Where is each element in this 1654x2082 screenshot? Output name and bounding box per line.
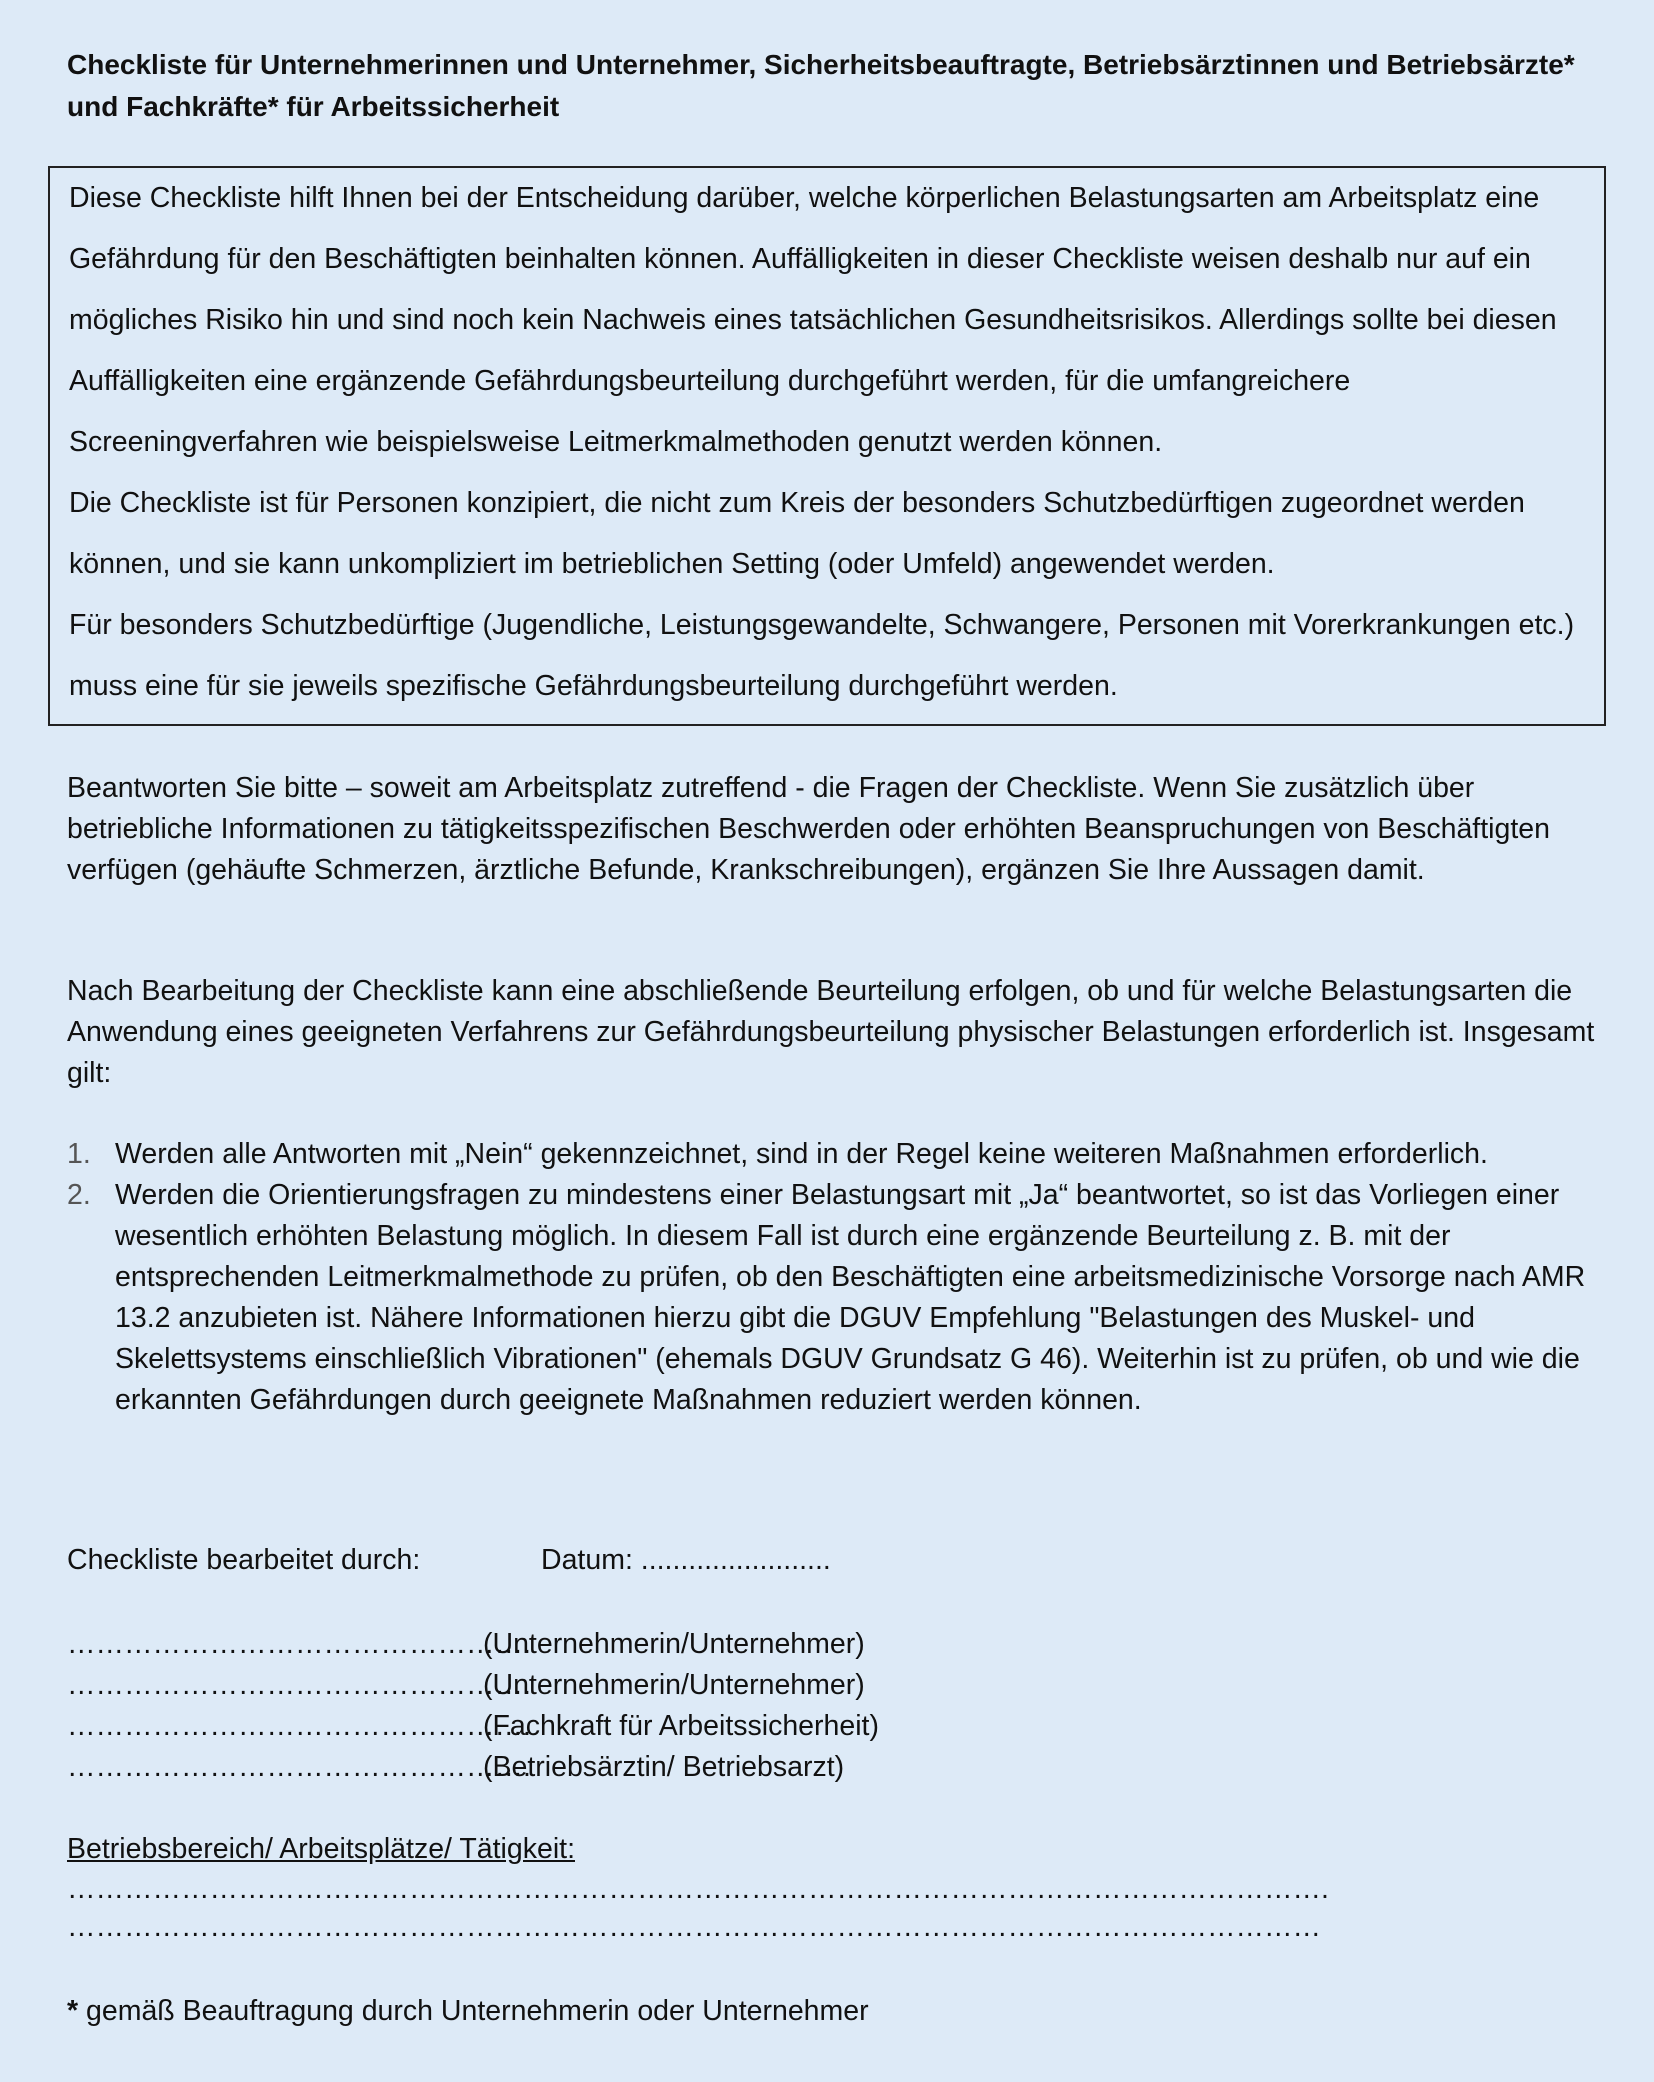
signature-role: (Fachkraft für Arbeitssicherheit) [483, 1710, 879, 1742]
rule-item [67, 1134, 1607, 1175]
work-area-heading: Betriebsbereich/ Arbeitsplätze/ Tätigkeit: [67, 1833, 575, 1865]
footnote [67, 1991, 869, 2032]
rule-number: 2. [67, 1179, 91, 1211]
signature-line[interactable]: …………………………………………. [67, 1669, 531, 1701]
intro-paragraph-vulnerable-groups: Für besonders Schutzbedürftige (Jugendliche, Leistungsgewandelte, Schwangere, Personen mit Vorerkrankungen etc.) muss eine für sie jeweils spezifische Gefährdungsbeurteilung durchgeführt werden. [69, 609, 1575, 702]
signature-line[interactable]: …………………………………………. [67, 1628, 531, 1660]
signature-role: (Unternehmerin/Unternehmer) [483, 1628, 865, 1660]
document-title: Checkliste für Unternehmerinnen und Unternehmer, Sicherheitsbeauftragte, Betriebsärztinnen und Betriebsärzte* und Fachkräfte* für Arbeitssicherheit [67, 49, 1575, 122]
signature-row [67, 1747, 879, 1788]
rule-text: Werden alle Antworten mit „Nein“ gekennzeichnet, sind in der Regel keine weiteren Maßnahmen erforderlich. [115, 1138, 1488, 1170]
signature-line[interactable]: …………………………………………. [67, 1751, 531, 1783]
rules-list [67, 1134, 1607, 1421]
signature-heading: Checkliste bearbeitet durch: [67, 1544, 421, 1576]
paragraph-answer-questions: Beantworten Sie bitte – soweit am Arbeitsplatz zutreffend - die Fragen der Checkliste. Wenn Sie zusätzlich über betriebliche Informationen zu tätigkeitsspezifischen Beschwerden oder erhöhten Beanspruchungen von Beschäftigten verfügen (gehäufte Schmerzen, ärztliche Befunde, Krankschreibungen), ergänzen Sie Ihre Aussagen damit. [67, 772, 1550, 886]
date-field[interactable]: Datum: ........................ [541, 1544, 831, 1576]
rule-number: 1. [67, 1138, 91, 1170]
rule-text: Werden die Orientierungsfragen zu mindestens einer Belastungsart mit „Ja“ beantwortet, so ist das Vorliegen einer wesentlich erhöhten Belastung möglich. In diesem Fall ist durch eine ergänzende Beurteilung z. B. mit der entsprechenden Leitmerkmalmethode zu prüfen, ob den Beschäftigten eine arbeitsmedizinische Vorsorge nach AMR 13.2 anzubieten ist. Nähere Informationen hierzu gibt die DGUV Empfehlung "Belastungen des Muskel- und Skelettsystems einschließlich Vibrationen" (ehemals DGUV Grundsatz G 46). Weiterhin ist zu prüfen, ob und wie die erkannten Gefährdungen durch geeignete Maßnahmen reduziert werden können. [115, 1179, 1586, 1416]
work-area-line[interactable]: …………………………………………………………………………………………………………………… [67, 1911, 1321, 1943]
work-area-lines [67, 1870, 1329, 1946]
paragraph-final-assessment: Nach Bearbeitung der Checkliste kann eine abschließende Beurteilung erfolgen, ob und für welche Belastungsarten die Anwendung eines geeigneten Verfahrens zur Gefährdungsbeurteilung physischer Belastungen erforderlich ist. Insgesamt gilt: [67, 975, 1595, 1089]
intro-box [48, 166, 1606, 726]
signature-role: (Unternehmerin/Unternehmer) [483, 1669, 865, 1701]
work-area-line[interactable]: ……………………………………………………………………………………………………………………. [67, 1873, 1329, 1905]
signature-role: (Betriebsärztin/ Betriebsarzt) [483, 1751, 845, 1783]
signature-line[interactable]: …………………………………………. [67, 1710, 531, 1742]
signature-row [67, 1665, 879, 1706]
signature-row [67, 1706, 879, 1747]
intro-paragraph-target-group: Die Checkliste ist für Personen konzipiert, die nicht zum Kreis der besonders Schutzbedürftigen zugeordnet werden können, und sie kann unkompliziert im betrieblichen Setting (oder Umfeld) angewendet werden. [69, 487, 1525, 580]
footnote-marker: * [67, 1995, 79, 2027]
rule-item [67, 1175, 1607, 1421]
intro-paragraph-purpose: Diese Checkliste hilft Ihnen bei der Entscheidung darüber, welche körperlichen Belastungsarten am Arbeitsplatz eine Gefährdung für den Beschäftigten beinhalten können. Auffälligkeiten in dieser Checkliste weisen deshalb nur auf ein mögliches Risiko hin und sind noch kein Nachweis eines tatsächlichen Gesundheitsrisikos. Allerdings sollte bei diesen Auffälligkeiten eine ergänzende Gefährdungsbeurteilung durchgeführt werden, für die umfangreichere Screeningverfahren wie beispielsweise Leitmerkmalmethoden genutzt werden können. [69, 182, 1557, 458]
signature-lines [67, 1624, 879, 1788]
footnote-text: gemäß Beauftragung durch Unternehmerin oder Unternehmer [78, 1995, 869, 2027]
signature-row [67, 1624, 879, 1665]
